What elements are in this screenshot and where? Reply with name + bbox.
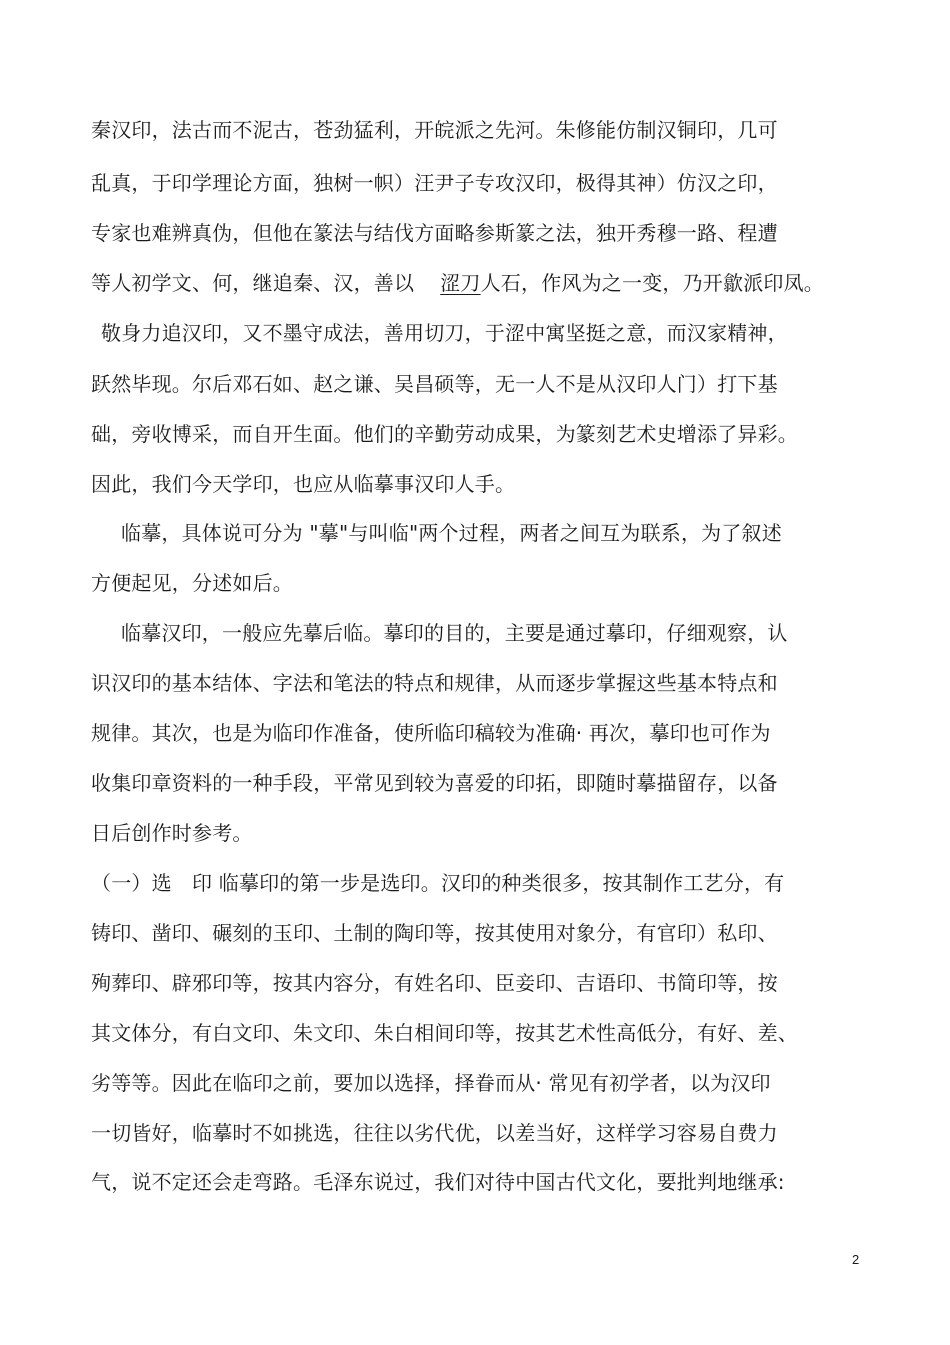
text-line: 气，说不定还会走弯路。毛泽东说过，我们对待中国古代文化，要批判地继承: [91,1170,785,1194]
text-line: 跃然毕现。尔后邓石如、赵之谦、吴昌硕等，无一人不是从汉印人门）打下基 [91,372,778,396]
text-line: 劣等等。因此在临印之前，要加以选择，择眷而从· 常见有初学者，以为汉印 [91,1071,771,1095]
text-line: 铸印、凿印、碾刻的玉印、土制的陶印等，按其使用对象分，有官印）私印、 [91,921,778,945]
text-line: 殉葬印、辟邪印等，按其内容分，有姓名印、臣妾印、吉语印、书简印等，按 [91,971,778,995]
underlined-term: 涩刀 [440,271,481,295]
text-line: 其文体分，有白文印、朱文印、朱白相间印等，按其艺术性高低分，有好、差、 [91,1021,798,1045]
text-line: 础，旁收博采，而自开生面。他们的辛勤劳动成果，为篆刻艺术史增添了异彩。 [91,422,798,446]
text-line: （一）选 印 临摹印的第一步是选印。汉印的种类很多，按其制作工艺分，有 [91,871,785,895]
text-line: 专家也难辨真伪，但他在篆法与结伐方面略参斯篆之法，独开秀穆一路、程遭 [91,221,778,245]
text-line: 敬身力追汉印，又不墨守成法，善用切刀，于涩中寓坚挺之意，而汉家精神， [101,321,788,345]
text-segment: 人石，作风为之一变，乃开歙派印凤。 [480,271,825,295]
text-line: 规律。其次，也是为临印作准备，使所临印稿较为准确· 再次，摹印也可作为 [91,721,771,745]
page-number: 2 [852,1252,860,1267]
text-line: 识汉印的基本结体、字法和笔法的特点和规律，从而逐步掌握这些基本特点和 [91,671,778,695]
text-line: 秦汉印，法古而不泥古，苍劲猛利，开皖派之先河。朱修能仿制汉铜印，几可 [91,118,778,142]
text-line: 方便起见，分述如后。 [91,571,293,595]
text-line: 乱真，于印学理论方面，独树一帜）汪尹子专攻汉印，极得其神）仿汉之印， [91,171,778,195]
text-line: 临摹汉印，一般应先摹后临。摹印的目的，主要是通过摹印，仔细观察，认 [121,621,788,645]
text-line: 收集印章资料的一种手段，平常见到较为喜爱的印拓，即随时摹描留存，以备 [91,771,778,795]
text-line: 一切皆好，临摹时不如挑选，往往以劣代优，以差当好，这样学习容易自费力 [91,1121,778,1145]
text-line [91,270,824,296]
text-line: 因此，我们今天学印，也应从临摹事汉印人手。 [91,472,516,496]
text-line: 临摹，具体说可分为 "摹"与叫临"两个过程，两者之间互为联系，为了叙述 [121,521,782,545]
text-segment: 等人初学文、何，继追秦、汉，善以 [91,271,415,295]
text-line: 日后创作时参考。 [91,821,253,845]
